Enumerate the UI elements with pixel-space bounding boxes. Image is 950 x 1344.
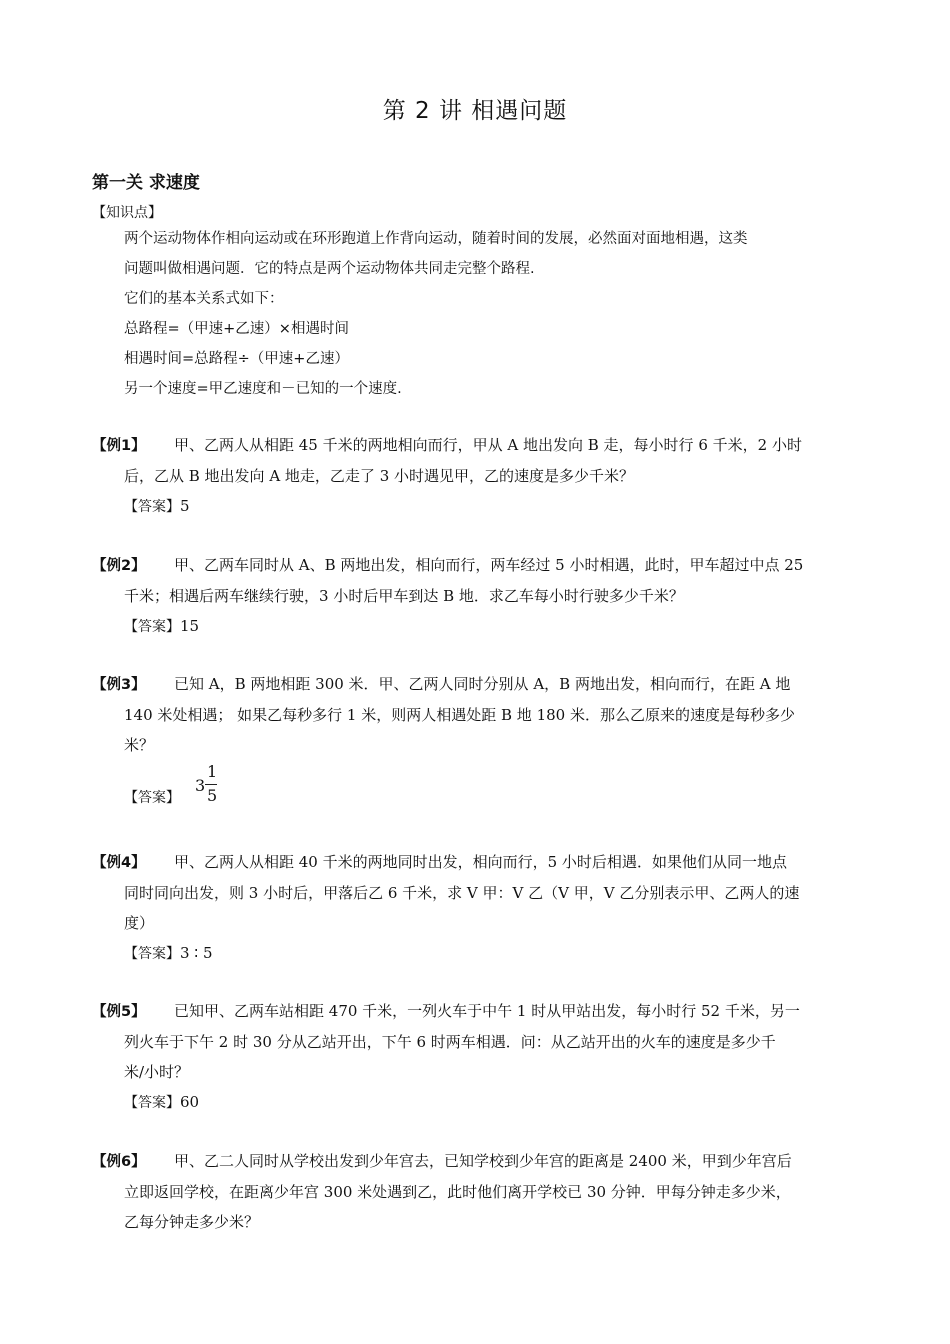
knowledge-line: 相遇时间=总路程÷（甲速+乙速）: [124, 351, 349, 367]
example-line: 列火车于下午 2 时 30 分从乙站开出，下午 6 时两车相遇．问：从乙站开出的火车的速度是多少千: [124, 1033, 776, 1051]
fraction-whole: 3: [195, 776, 206, 795]
example-line: 米/小时？: [124, 1063, 190, 1081]
page-title: 第 2 讲 相遇问题: [382, 98, 568, 124]
knowledge-line: 另一个速度=甲乙速度和－已知的一个速度.: [124, 381, 402, 397]
section-heading: 第一关 求速度: [92, 173, 200, 193]
example-line: 甲、乙两人从相距 45 千米的两地相向而行，甲从 A 地出发向 B 走，每小时行 6 千米，2 小时: [174, 436, 802, 454]
example-1: [92, 430, 862, 522]
knowledge-block: [124, 224, 864, 404]
answer-label: 【答案】: [124, 1095, 180, 1111]
example-label: 【例1】: [92, 438, 146, 454]
fraction-numerator: 1: [207, 762, 218, 781]
example-4: [92, 847, 862, 969]
example-line: 千米；相遇后两车继续行驶，3 小时后甲车到达 B 地．求乙车每小时行驶多少千米？: [124, 587, 684, 605]
example-line: 度）: [124, 914, 155, 932]
knowledge-line: 问题叫做相遇问题．它的特点是两个运动物体共同走完整个路程.: [124, 261, 535, 277]
example-line: 已知甲、乙两车站相距 470 千米，一列火车于中午 1 时从甲站出发，每小时行 52 千米，另一: [174, 1002, 800, 1020]
answer: [92, 611, 862, 642]
example-2: [92, 550, 862, 642]
example-line: 乙每分钟走多少米？: [124, 1213, 260, 1231]
fraction-bar: [205, 784, 217, 785]
knowledge-line: 两个运动物体作相向运动或在环形跑道上作背向运动，随着时间的发展，必然面对面地相遇，这类: [124, 231, 748, 247]
example-label: 【例5】: [92, 1004, 146, 1020]
answer-value: 3 ∶ 5: [180, 944, 213, 962]
answer-label: 【答案】: [124, 499, 180, 515]
example-label: 【例4】: [92, 855, 146, 871]
fraction-denominator: 5: [207, 786, 218, 805]
knowledge-line: 总路程=（甲速+乙速）×相遇时间: [124, 321, 349, 337]
example-line: 米？: [124, 736, 155, 754]
answer-value: 60: [180, 1093, 200, 1111]
knowledge-label: 【知识点】: [92, 205, 162, 221]
answer-value: 5: [180, 497, 190, 515]
example-line: 甲、乙二人同时从学校出发到少年宫去，已知学校到少年宫的距离是 2400 米，甲到少年宫后: [174, 1152, 792, 1170]
example-line: 已知 A，B 两地相距 300 米．甲、乙两人同时分别从 A，B 两地出发，相向而行，在距 A 地: [174, 675, 791, 693]
answer: [92, 938, 862, 969]
example-label: 【例3】: [92, 677, 146, 693]
answer-label: 【答案】: [124, 619, 180, 635]
example-line: 甲、乙两车同时从 A、B 两地出发，相向而行，两车经过 5 小时相遇，此时，甲车超过中点 25: [174, 556, 804, 574]
example-line: 140 米处相遇； 如果乙每秒多行 1 米，则两人相遇处距 B 地 180 米．那么乙原来的速度是每秒多少: [124, 706, 795, 724]
example-5: [92, 996, 862, 1118]
example-line: 甲、乙两人从相距 40 千米的两地同时出发，相向而行，5 小时后相遇．如果他们从同一地点: [174, 853, 787, 871]
example-line: 立即返回学校，在距离少年宫 300 米处遇到乙，此时他们离开学校已 30 分钟．甲每分钟走多少米，: [124, 1183, 791, 1201]
answer-label: 【答案】: [124, 790, 180, 806]
example-6: [92, 1146, 862, 1237]
answer-label: 【答案】: [124, 946, 180, 962]
example-label: 【例2】: [92, 558, 146, 574]
example-line: 同时同向出发，则 3 小时后，甲落后乙 6 千米，求 V 甲：V 乙（V 甲，V 乙分别表示甲、乙两人的速: [124, 884, 800, 902]
knowledge-line: 它们的基本关系式如下：: [124, 291, 284, 307]
answer: [92, 1087, 862, 1118]
example-line: 后，乙从 B 地出发向 A 地走，乙走了 3 小时遇见甲，乙的速度是多少千米？: [124, 467, 635, 485]
answer-value: 15: [180, 617, 200, 635]
answer: [92, 491, 862, 522]
example-label: 【例6】: [92, 1154, 146, 1170]
